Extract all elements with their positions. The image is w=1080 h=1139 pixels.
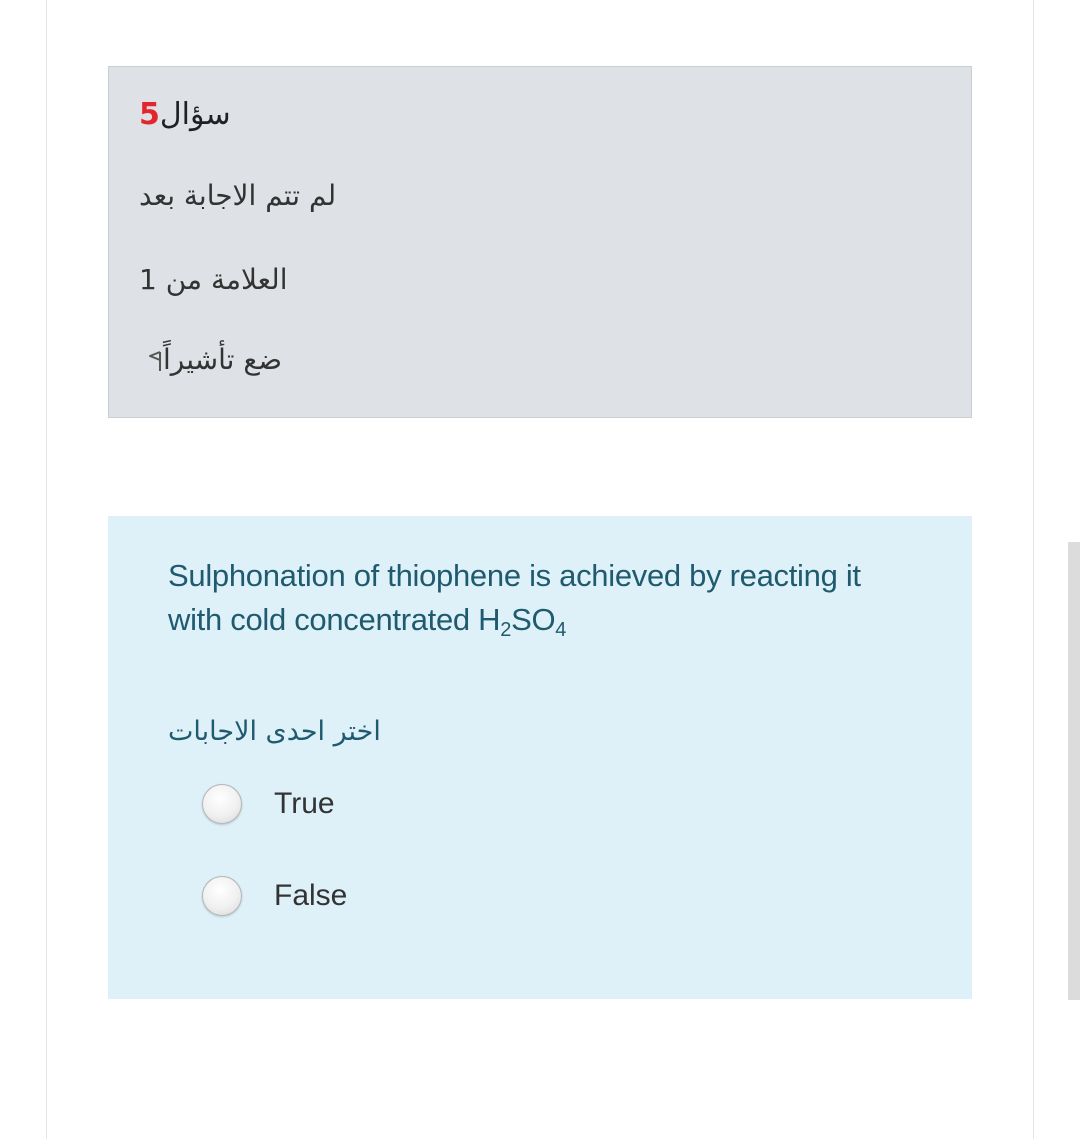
question-text-main: Sulphonation of thiophene is achieved by reacting it with cold concentrated H bbox=[168, 558, 861, 637]
flag-question-label: ضع تأشيراً bbox=[163, 343, 283, 376]
answer-option-true[interactable] bbox=[202, 780, 335, 828]
radio-true[interactable] bbox=[202, 784, 242, 824]
scrollbar[interactable] bbox=[1068, 542, 1080, 1000]
radio-false[interactable] bbox=[202, 876, 242, 916]
question-text bbox=[168, 554, 888, 642]
formula-subscript-4: 4 bbox=[555, 619, 567, 641]
question-status: لم تتم الاجابة بعد bbox=[139, 179, 337, 212]
formula-subscript-2: 2 bbox=[500, 619, 512, 641]
question-title-prefix: سؤال bbox=[159, 97, 231, 132]
answer-option-false[interactable] bbox=[202, 872, 347, 920]
flag-icon bbox=[147, 350, 163, 372]
question-number: 5 bbox=[139, 97, 160, 132]
question-title bbox=[139, 97, 231, 132]
formula-so: SO bbox=[511, 602, 556, 637]
question-content-panel bbox=[108, 516, 972, 999]
flag-question-link[interactable] bbox=[139, 343, 282, 376]
question-info-panel bbox=[108, 66, 972, 418]
answer-prompt: اختر احدى الاجابات bbox=[168, 716, 381, 747]
answer-label-false: False bbox=[274, 879, 348, 912]
answer-label-true: True bbox=[274, 787, 335, 820]
question-grade: العلامة من 1 bbox=[139, 263, 288, 296]
